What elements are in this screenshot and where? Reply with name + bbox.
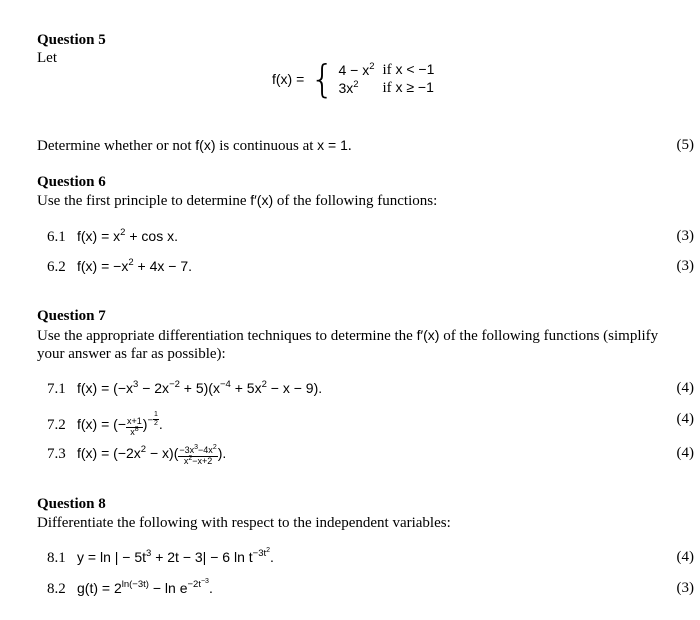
- q5-title: Question 5: [37, 32, 106, 48]
- q5-task: [37, 137, 352, 155]
- item-number: 8.2: [47, 581, 66, 597]
- q7-item-1: [47, 380, 322, 398]
- q7-3-p3: ).: [217, 445, 227, 461]
- q7-3-fnum: −3x: [179, 445, 195, 456]
- q5-piecewise: [272, 57, 438, 101]
- case1-cond-math: x < −1: [395, 61, 435, 77]
- q6-intro: [37, 192, 437, 210]
- q8-1-marks: (4): [676, 549, 694, 565]
- q5-cases: [334, 61, 438, 97]
- left-brace: {: [310, 57, 335, 101]
- q8-intro: Differentiate the following with respect to the independent variables:: [37, 515, 451, 531]
- q7-1-marks: (4): [676, 380, 694, 396]
- q6-1-sup: 2: [120, 227, 126, 238]
- q7-3-fnum-mid: −4x: [198, 445, 213, 456]
- q6-1-b: + cos x.: [125, 228, 178, 244]
- q6-1-marks: (3): [676, 228, 694, 244]
- case1-sup: 2: [369, 60, 375, 72]
- q6-intro-post: of the following functions:: [273, 193, 438, 209]
- q8-1-s2: −3t: [252, 548, 267, 559]
- q7-2-p2: ): [142, 415, 148, 432]
- q7-intro: [37, 327, 697, 345]
- q8-title: Question 8: [37, 496, 106, 512]
- q6-2-a: f(x) = −x: [77, 258, 129, 274]
- q5-intro: Let: [37, 50, 57, 66]
- q7-3-p1: f(x) = (−2x: [77, 445, 141, 461]
- q7-intro-post: of the following functions (simplify: [439, 328, 659, 344]
- q8-2-s2: −2t: [187, 579, 201, 590]
- q7-2-marks: (4): [676, 411, 694, 427]
- q7-1-s1: 3: [133, 379, 139, 390]
- q7-2-exp-den: 2: [154, 419, 158, 427]
- q8-1-s2b: 2: [266, 547, 271, 554]
- q7-3-p2: − x)(: [146, 445, 179, 461]
- q7-2-exp-sign: −: [147, 414, 154, 426]
- item-number: 8.1: [47, 550, 66, 566]
- q7-item-2: [47, 411, 163, 438]
- q5-task-end: .: [347, 138, 352, 154]
- q6-title: Question 6: [37, 174, 106, 190]
- q8-item-2: [47, 580, 213, 598]
- q5-task-pre: Determine whether or not: [37, 138, 196, 154]
- q8-1-p2: + 2t − 3| − 6 ln t: [151, 549, 253, 565]
- q7-2-exponent: [147, 411, 158, 427]
- q7-intro-line2: your answer as far as possible):: [37, 346, 226, 362]
- case2-cond-text: if: [382, 80, 396, 96]
- q7-1-p5: − x − 9).: [266, 380, 323, 396]
- q8-2-p1: g(t) = 2: [77, 580, 122, 596]
- q7-1-s2: −2: [169, 379, 180, 390]
- q7-item-3: [47, 445, 226, 467]
- q7-intro-pre: Use the appropriate differentiation techniques to determine the: [37, 328, 417, 344]
- q8-1-p3: .: [270, 549, 274, 565]
- q6-intro-fpx: f′(x): [250, 192, 274, 208]
- q7-3-fden-post: −x+2: [192, 456, 213, 466]
- case2-sup: 2: [353, 78, 359, 90]
- q5-case-2: [334, 79, 438, 97]
- q7-3-marks: (4): [676, 445, 694, 461]
- q5-task-x: x = 1: [317, 137, 348, 153]
- q8-2-s2b: −3: [200, 578, 209, 585]
- q8-2-marks: (3): [676, 580, 694, 596]
- case1-expr: 4 − x: [338, 61, 370, 78]
- q7-3-fden: x: [183, 456, 189, 466]
- q7-2-fraction: [126, 417, 143, 438]
- q7-3-s1: 2: [140, 444, 147, 455]
- q7-1-s4: 2: [261, 379, 267, 390]
- q8-1-s1: 3: [146, 548, 152, 559]
- q7-2-p3: .: [158, 415, 163, 432]
- q5-task-mid: is continuous at: [215, 138, 318, 154]
- q6-intro-pre: Use the first principle to determine: [37, 193, 251, 209]
- item-number: 6.2: [47, 259, 66, 275]
- q7-2-p1: f(x) = (−: [77, 415, 127, 432]
- q7-2-exp-num: 1: [154, 411, 158, 418]
- q7-title: Question 7: [37, 308, 106, 324]
- q7-2-frac-num: x+1: [127, 415, 142, 426]
- q6-2-b: + 4x − 7.: [133, 258, 193, 274]
- q7-intro-fpx: f′(x): [416, 327, 440, 343]
- q8-1-p1: y = ln | − 5t: [77, 549, 147, 565]
- q7-3-fnum-s2: 2: [212, 444, 217, 452]
- q8-2-s1: ln(−3t): [121, 579, 149, 590]
- item-number: 7.3: [47, 446, 66, 462]
- q7-1-p1: f(x) = (−x: [77, 380, 134, 396]
- q8-item-1: [47, 549, 274, 567]
- case2-expr: 3x: [338, 79, 354, 96]
- q5-case-1: [334, 61, 438, 79]
- q5-task-fx: f(x): [195, 137, 216, 153]
- q7-3-fraction: [178, 446, 217, 467]
- q7-1-p2: − 2x: [138, 380, 170, 396]
- q5-f-lhs: f(x) =: [272, 71, 305, 87]
- q8-2-p2: − ln e: [148, 580, 188, 596]
- q7-3-fden-s: 2: [188, 455, 193, 462]
- q8-2-exponent: [187, 579, 208, 590]
- q7-1-s3: −4: [219, 379, 231, 390]
- q6-2-marks: (3): [676, 258, 694, 274]
- q7-2-frac-den-sup: 8: [134, 425, 139, 433]
- item-number: 7.1: [47, 381, 66, 397]
- q6-item-1: [47, 228, 178, 246]
- q8-2-p3: .: [208, 580, 213, 596]
- item-number: 6.1: [47, 229, 66, 245]
- case2-cond-math: x ≥ −1: [395, 79, 434, 95]
- q7-1-p4: + 5x: [230, 380, 262, 396]
- q7-3-fnum-s1: 3: [194, 444, 199, 452]
- q7-2-frac-den: x: [130, 426, 135, 437]
- q8-1-exponent: [253, 548, 270, 559]
- item-number: 7.2: [47, 416, 66, 433]
- case1-cond-text: if: [382, 62, 396, 78]
- q6-item-2: [47, 258, 192, 276]
- q7-1-p3: + 5)(x: [179, 380, 220, 396]
- q6-2-sup: 2: [128, 257, 134, 268]
- q5-marks: (5): [676, 137, 694, 153]
- q6-1-a: f(x) = x: [77, 228, 121, 244]
